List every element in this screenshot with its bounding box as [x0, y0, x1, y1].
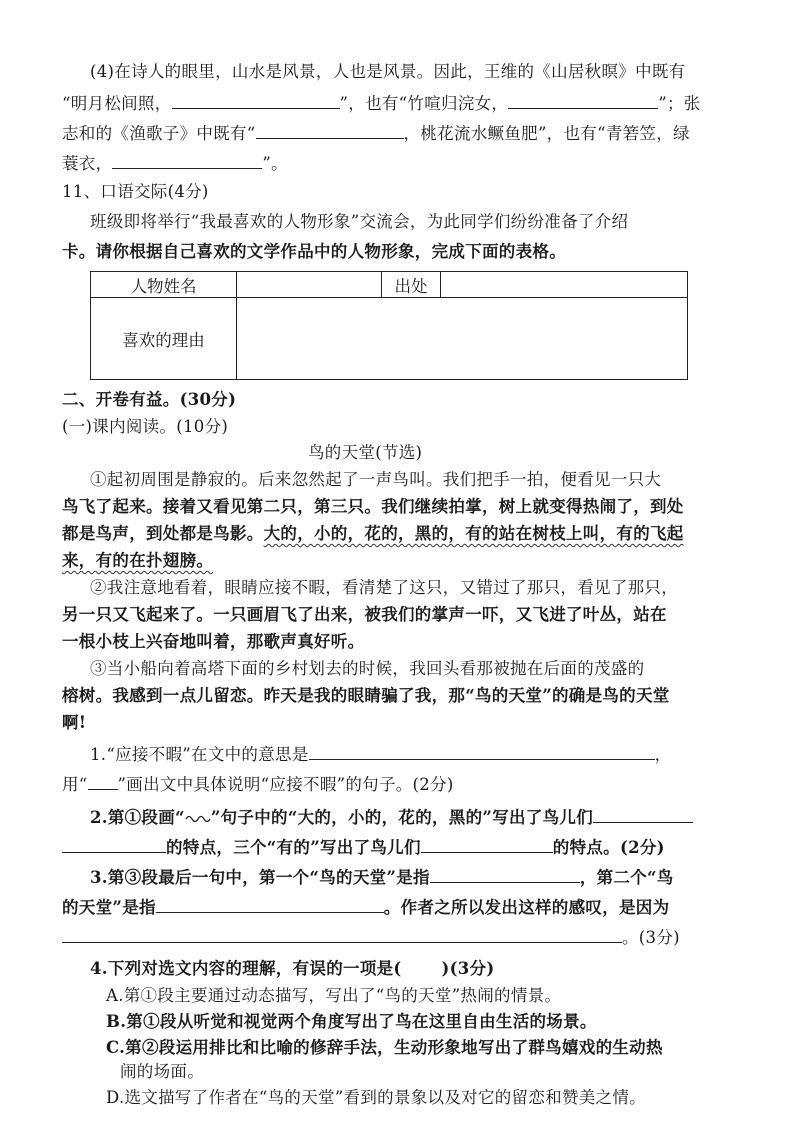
option-c-line-1: C.第②段运用排比和比喻的修辞手法，生动形象地写出了群鸟嬉戏的生动热 — [106, 1038, 663, 1057]
name-label-cell: 人物姓名 — [91, 272, 237, 298]
section-2-title: 二、开卷有益。(30分) — [62, 390, 237, 409]
q11-line-2: 卡。请你根据自己喜欢的文学作品中的人物形象，完成下面的表格。 — [62, 242, 566, 261]
answer-blank[interactable] — [430, 864, 580, 883]
name-answer-cell[interactable] — [237, 272, 382, 298]
straight-line-mark — [88, 771, 118, 790]
question-3-line-3: 。(3分) — [62, 924, 680, 950]
passage-p1-line-4: 来，有的在扑翅膀。 — [62, 551, 214, 570]
question-1-line-1: 1.“应接不暇”在文中的意思是 ， — [90, 741, 671, 767]
introduction-card-table — [90, 271, 688, 380]
answer-blank[interactable] — [309, 741, 655, 760]
question-3-line-2: 的天堂”是指 。作者之所以发出这样的感叹，是因为 — [62, 894, 669, 920]
question-2-line-2: 的特点，三个“有的”写出了鸟儿们 的特点。(2分) — [62, 834, 665, 860]
passage-p2-line-3: 一根小枝上兴奋地叫着，那歌声真好听。 — [62, 632, 365, 651]
wavy-underlined-sentence: 大的，小的，花的，黑的，有的站在树枝上叫，有的飞起 — [263, 524, 684, 543]
answer-blank[interactable] — [62, 834, 166, 853]
passage-p1-line-1: ①起初周围是静寂的。后来忽然起了一声鸟叫。我们把手一拍，便看见一只大 — [90, 470, 662, 489]
source-answer-cell[interactable] — [441, 272, 688, 298]
passage-p2-line-2: 另一只又飞起来了。一只画眉飞了出来，被我们的掌声一吓，又飞进了叶丛，站在 — [62, 605, 667, 624]
passage-p2-line-1: ②我注意地看着，眼睛应接不暇，看清楚了这只，又错过了那只，看见了那只， — [90, 578, 678, 597]
passage-title: 鸟的天堂(节选) — [308, 443, 423, 462]
answer-blank[interactable] — [256, 120, 404, 139]
reason-answer-cell[interactable] — [237, 298, 688, 380]
q4-line-3: 志和的《渔歌子》中既有“ ，桃花流水鳜鱼肥”，也有“青箬笠，绿 — [62, 120, 690, 146]
passage-p1-line-2: 鸟飞了起来。接着又看见第二只，第三只。我们继续拍掌，树上就变得热闹了，到处 — [62, 497, 684, 516]
answer-blank[interactable] — [112, 150, 262, 169]
q11-title: 11、口语交际(4分) — [62, 182, 209, 201]
reason-label-cell: 喜欢的理由 — [91, 298, 237, 380]
passage-p3-line-3: 啊! — [62, 713, 87, 732]
q4-line-1: (4)在诗人的眼里，山水是风景，人也是风景。因此，王维的《山居秋暝》中既有 — [90, 62, 686, 81]
section-2-subtitle: (一)课内阅读。(10分) — [62, 417, 229, 436]
question-2-line-1: 2.第①段画“ ”句子中的“大的，小的，花的，黑的”写出了鸟儿们 — [90, 804, 693, 830]
q4-line-2: “明月松间照， ”，也有“竹喧归浣女， ”；张 — [62, 90, 701, 116]
answer-blank[interactable] — [508, 90, 658, 109]
answer-blank[interactable] — [172, 90, 340, 109]
answer-blank[interactable] — [156, 894, 384, 913]
option-b: B.第①段从听觉和视觉两个角度写出了鸟在这里自由生活的场景。 — [106, 1012, 597, 1031]
question-4-stem: 4.下列对选文内容的理解，有误的一项是( )(3分) — [90, 959, 495, 978]
wavy-line-mark — [185, 813, 211, 823]
answer-blank[interactable] — [593, 804, 693, 823]
question-3-line-1: 3.第③段最后一句中，第一个“鸟的天堂”是指 ，第二个“鸟 — [90, 864, 674, 890]
option-a: A.第①段主要通过动态描写，写出了“鸟的天堂”热闹的情景。 — [106, 986, 562, 1005]
answer-blank[interactable] — [62, 924, 622, 943]
source-label-cell: 出处 — [382, 272, 441, 298]
option-d: D.选文描写了作者在“鸟的天堂”看到的景象以及对它的留恋和赞美之情。 — [106, 1088, 646, 1107]
passage-p3-line-1: ③当小船向着高塔下面的乡村划去的时候，我回头看那被抛在后面的茂盛的 — [90, 659, 645, 678]
answer-blank[interactable] — [421, 834, 553, 853]
passage-p3-line-2: 榕树。我感到一点儿留恋。昨天是我的眼睛骗了我，那“鸟的天堂”的确是鸟的天堂 — [62, 686, 670, 705]
option-c-line-2: 闹的场面。 — [120, 1062, 204, 1081]
passage-p1-line-3: 都是鸟声，到处都是鸟影。大的，小的，花的，黑的，有的站在树枝上叫，有的飞起 — [62, 524, 684, 543]
q4-line-4: 蓑衣， ”。 — [62, 150, 288, 176]
q11-line-1: 班级即将举行“我最喜欢的人物形象”交流会，为此同学们纷纷准备了介绍 — [90, 212, 629, 231]
question-1-line-2: 用“ ”画出文中具体说明“应接不暇”的句子。(2分) — [62, 771, 454, 797]
